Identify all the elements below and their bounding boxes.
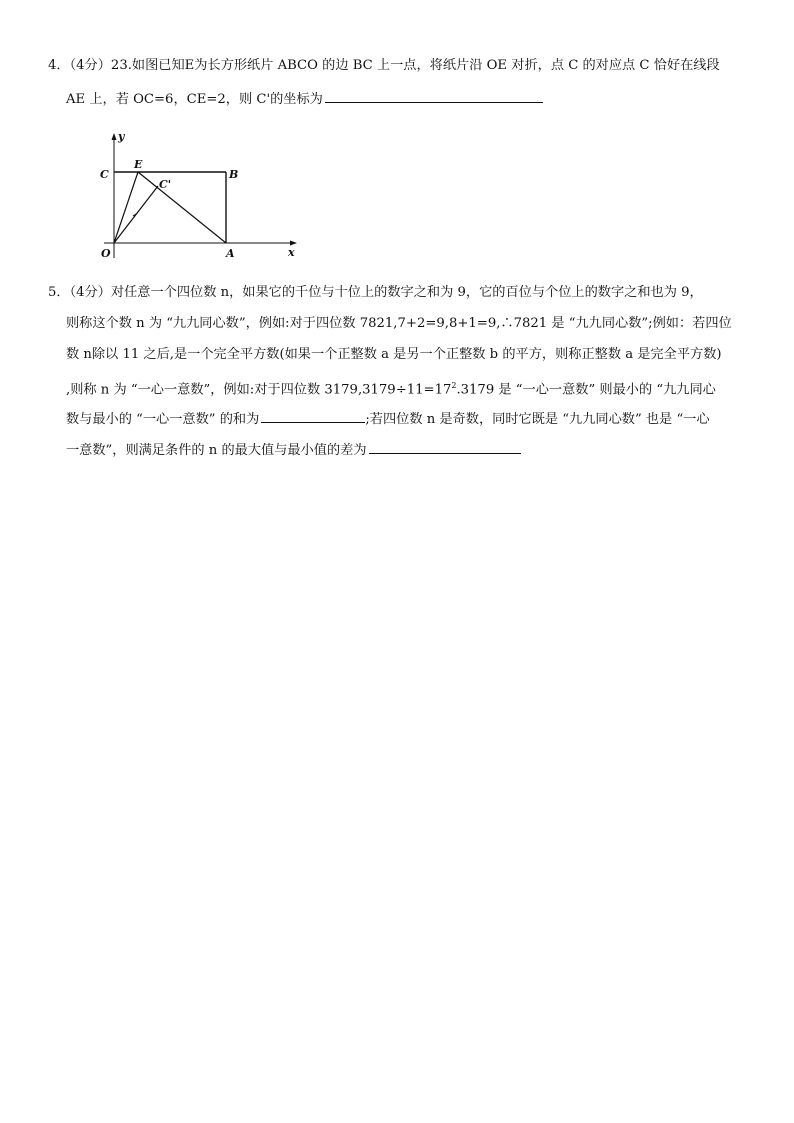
label-c: C — [100, 168, 109, 181]
segment-ea — [138, 172, 226, 243]
label-a: A — [226, 247, 235, 260]
label-y: y — [118, 130, 125, 143]
figure-svg — [96, 128, 306, 263]
q5-text-2: 则称这个数 n 为 “九九同心数”，例如:对于四位数 7821,7+2=9,8+1=9,∴7821 是 “九九同心数”;例如：若四位 — [66, 316, 732, 331]
q5-line-6 — [66, 439, 521, 460]
q5-text-3: 数 n除以 11 之后,是一个完全平方数(如果一个正整数 a 是另一个正整数 b 的平方，则称正整数 a 是完全平方数) — [66, 347, 722, 362]
label-c-prime: C' — [159, 178, 172, 191]
x-axis-arrow — [290, 241, 297, 246]
q4-line-1 — [48, 57, 720, 75]
label-x: x — [288, 246, 295, 259]
segment-oe — [114, 172, 138, 243]
q5-line-3 — [66, 346, 722, 364]
label-o: O — [101, 247, 111, 260]
rectangle-fold-figure — [96, 128, 306, 263]
q5-superscript: 2 — [451, 381, 457, 390]
q5-text-5a: 数与最小的 “一心一意数” 的和为 — [66, 412, 260, 427]
q4-line-2 — [66, 88, 543, 109]
q5-text-1: 5．（4分）对任意一个四位数 n，如果它的千位与十位上的数字之和为 9，它的百位与个位上的数字之和也为 9， — [48, 285, 703, 300]
q5-text-4b: .3179 是 “一心一意数” 则最小的 “九九同心 — [456, 382, 716, 398]
q5-text-6: 一意数”，则满足条件的 n 的最大值与最小值的差为 — [66, 443, 367, 458]
q4-answer-blank[interactable] — [325, 88, 543, 103]
q5-answer-blank-2[interactable] — [369, 439, 521, 454]
label-e: E — [134, 158, 143, 171]
q5-line-5 — [66, 408, 710, 429]
y-axis-arrow — [112, 133, 117, 140]
q5-text-5b: ;若四位数 n 是奇数，同时它既是 “九九同心数” 也是 “一心 — [365, 412, 710, 427]
q5-line-1 — [48, 284, 703, 302]
q5-answer-blank-1[interactable] — [261, 408, 365, 423]
q4-text-1: 4．（4分）23.如图已知E为长方形纸片 ABCO 的边 BC 上一点，将纸片沿 OE 对折，点 C 的对应点 C 恰好在线段 — [48, 58, 720, 73]
label-b: B — [229, 168, 239, 181]
q5-text-4a: ,则称 n 为 “一心一意数”，例如:对于四位数 3179,3179÷11=17 — [66, 382, 452, 398]
q5-line-2 — [66, 315, 732, 333]
q5-line-4 — [66, 377, 716, 399]
q4-text-2: AE 上，若 OC=6，CE=2，则 C'的坐标为 — [66, 92, 323, 107]
